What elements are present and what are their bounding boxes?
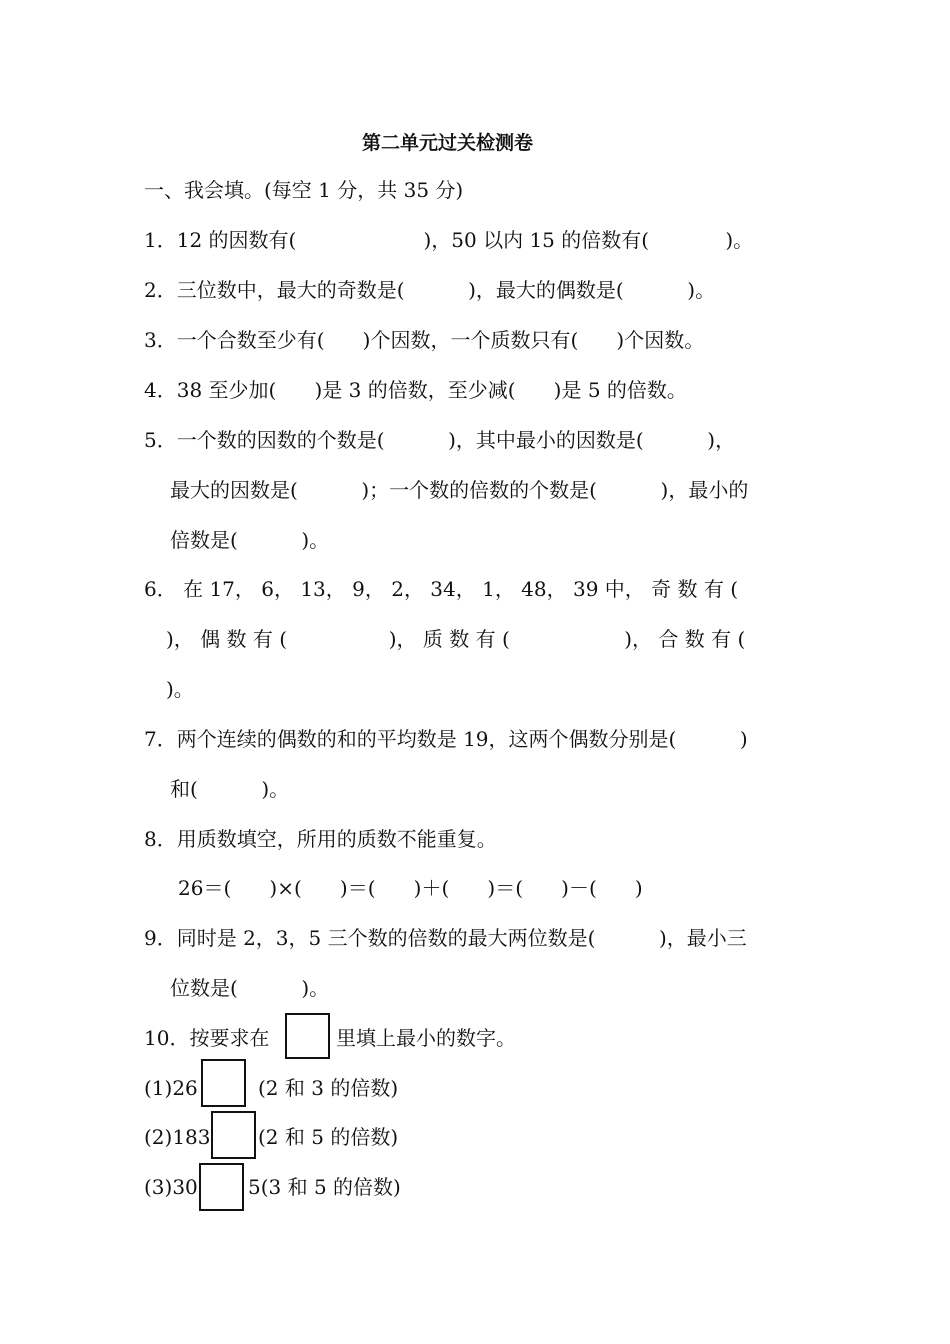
part-3-number: (3)30 — [144, 1175, 198, 1199]
question-9-line-2: 位数是( )。 — [170, 976, 330, 1000]
question-5-line-1: 5．一个数的因数的个数是( )，其中最小的因数是( )， — [144, 428, 736, 452]
part-1-condition: (2 和 3 的倍数) — [258, 1076, 399, 1100]
question-6-line-3: )。 — [166, 677, 194, 701]
answer-box-example — [285, 1013, 330, 1059]
part-2-number: (2)183 — [144, 1125, 211, 1149]
section-heading: 一、我会填。(每空 1 分，共 35 分) — [144, 178, 464, 202]
part-1-number: (1)26 — [144, 1076, 198, 1100]
answer-box-1[interactable] — [201, 1059, 246, 1107]
question-1: 1．12 的因数有( )，50 以内 15 的倍数有( )。 — [144, 228, 754, 252]
question-7-line-2: 和( )。 — [170, 777, 290, 801]
page-title: 第二单元过关检测卷 — [362, 132, 534, 154]
question-7-line-1: 7．两个连续的偶数的和的平均数是 19，这两个偶数分别是( ) — [144, 727, 748, 751]
question-2: 2．三位数中，最大的奇数是( )，最大的偶数是( )。 — [144, 278, 716, 302]
answer-box-3[interactable] — [199, 1163, 244, 1211]
question-8: 8．用质数填空，所用的质数不能重复。 — [144, 827, 497, 851]
question-4: 4．38 至少加( )是 3 的倍数，至少减( )是 5 的倍数。 — [144, 378, 687, 402]
question-10-prefix: 10．按要求在 — [144, 1026, 270, 1050]
answer-box-2[interactable] — [211, 1111, 256, 1159]
question-6-line-1: 6． 在 17， 6， 13， 9， 2， 34， 1， 48， 39 中， 奇 数 有 ( — [144, 577, 739, 601]
question-8-equation: 26＝( )×( )＝( )＋( )＝( )－( ) — [178, 876, 643, 900]
question-5-line-3: 倍数是( )。 — [170, 528, 330, 552]
question-3: 3．一个合数至少有( )个因数，一个质数只有( )个因数。 — [144, 328, 705, 352]
question-5-line-2: 最大的因数是( )；一个数的倍数的个数是( )，最小的 — [170, 478, 749, 502]
question-9-line-1: 9．同时是 2，3，5 三个数的倍数的最大两位数是( )，最小三 — [144, 926, 747, 950]
question-10-suffix: 里填上最小的数字。 — [336, 1026, 516, 1050]
question-6-line-2: )， 偶 数 有 ( )， 质 数 有 ( )， 合 数 有 ( — [166, 627, 746, 651]
part-3-condition: 5(3 和 5 的倍数) — [248, 1175, 401, 1199]
part-2-condition: (2 和 5 的倍数) — [258, 1125, 399, 1149]
